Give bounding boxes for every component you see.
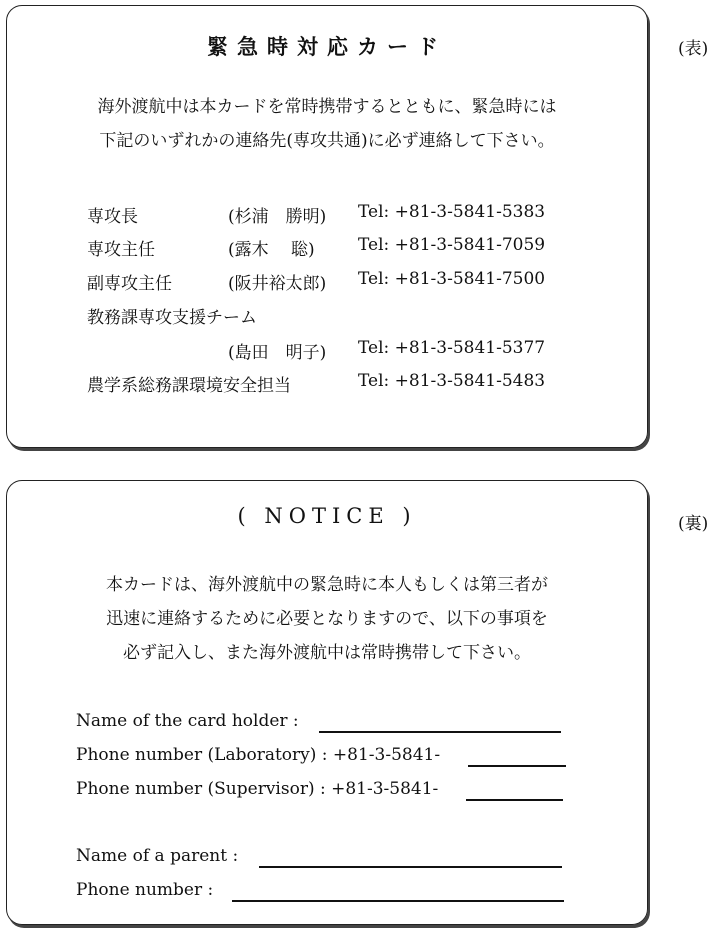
contact-name: (杉浦 勝明) xyxy=(228,207,327,227)
contact-role: 副専攻主任 xyxy=(87,274,172,294)
form-label: Name of the card holder : xyxy=(76,711,299,731)
intro-line: 海外渡航中は本カードを常時携帯するとともに、緊急時には xyxy=(97,97,557,117)
side-label-back: (裏) xyxy=(678,514,709,534)
parent-name-blank[interactable] xyxy=(259,866,562,868)
contact-phone: Tel: +81-3-5841-5377 xyxy=(358,338,546,358)
card-intro xyxy=(7,90,647,158)
emergency-card-back xyxy=(6,480,648,925)
supervisor-phone-blank[interactable] xyxy=(466,799,563,801)
contact-role: 専攻長 xyxy=(87,207,138,227)
contact-phone: Tel: +81-3-5841-5483 xyxy=(358,371,546,391)
intro-line: 下記のいずれかの連絡先(専攻共通)に必ず連絡して下さい。 xyxy=(99,131,555,151)
contact-name: (露木 聡) xyxy=(228,240,315,260)
intro-line: 必ず記入し、また海外渡航中は常時携帯して下さい。 xyxy=(123,643,531,663)
contact-name: (島田 明子) xyxy=(228,343,327,363)
contact-phone: Tel: +81-3-5841-7500 xyxy=(358,269,546,289)
form-label: Phone number (Supervisor) : +81-3-5841- xyxy=(76,779,439,799)
emergency-card-front xyxy=(6,5,648,448)
contact-role: 専攻主任 xyxy=(87,240,155,260)
contact-role: 教務課専攻支援チーム xyxy=(87,308,257,328)
notice-title: ( NOTICE ) xyxy=(237,504,417,528)
card-holder-name-blank[interactable] xyxy=(319,731,561,733)
intro-line: 本カードは、海外渡航中の緊急時に本人もしくは第三者が xyxy=(106,575,548,595)
parent-phone-blank[interactable] xyxy=(232,900,564,902)
lab-phone-blank[interactable] xyxy=(468,765,566,767)
contact-phone: Tel: +81-3-5841-5383 xyxy=(358,202,546,222)
contact-phone: Tel: +81-3-5841-7059 xyxy=(358,235,546,255)
form-label: Name of a parent : xyxy=(76,846,239,866)
intro-line: 迅速に連絡するために必要となりますので、以下の事項を xyxy=(106,609,548,629)
contact-role: 農学系総務課環境安全担当 xyxy=(87,376,291,396)
card-title: 緊急時対応カード xyxy=(207,34,447,59)
contact-name: (阪井裕太郎) xyxy=(228,274,327,294)
form-label: Phone number : xyxy=(76,880,214,900)
notice-intro xyxy=(7,568,647,670)
side-label-front: (表) xyxy=(678,39,709,59)
form-label: Phone number (Laboratory) : +81-3-5841- xyxy=(76,745,441,765)
